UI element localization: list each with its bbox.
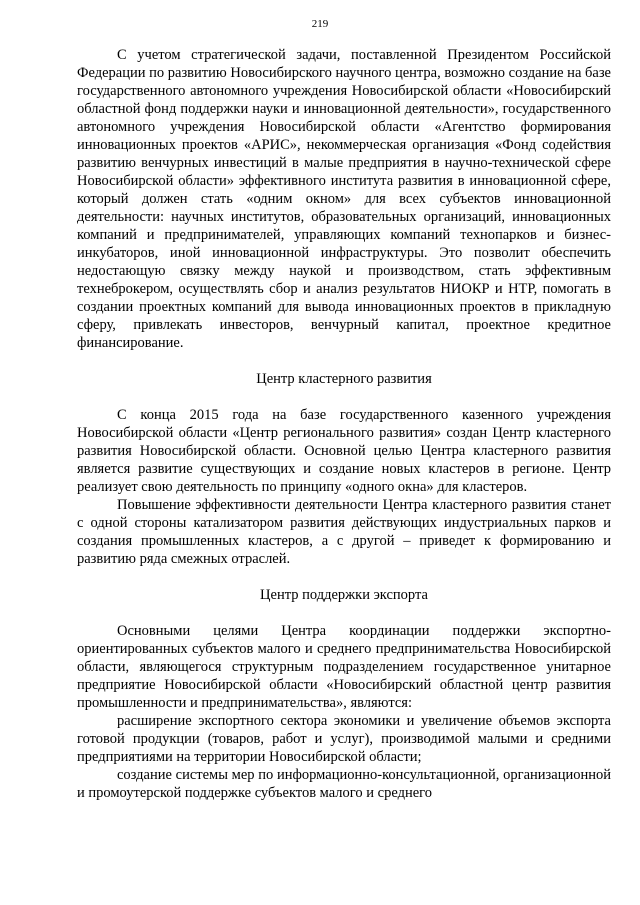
paragraph: расширение экспортного сектора экономики и увеличение объемов экспорта готовой продукции (товаров, работ и услуг), производимой малыми и средними предприятиями на территории Новосибирской области; [77, 713, 611, 765]
page-number: 219 [311, 18, 329, 30]
section-heading: Центр поддержки экспорта [260, 587, 428, 603]
paragraph: Основными целями Центра координации поддержки экспортно-ориентированных субъектов малого и среднего предпринимательства Новосибирской области, являющегося структурным подразделением государственное унитарное предприятие Новосибирской области «Новосибирский областной центр развития промышленности и предпринимательства», являются: [77, 623, 611, 711]
paragraph: С учетом стратегической задачи, поставленной Президентом Российской Федерации по развитию Новосибирского научного центра, возможно создание на базе государственного автономного учреждения Новосибирской области «Новосибирский областной фонд поддержки науки и инновационной деятельности», государственного автономного учреждения Новосибирской области «Агентство формирования инновационных проектов «АРИС», некоммерческая организация «Фонд содействия развитию венчурных инвестиций в малые предприятия в научно-технической сфере Новосибирской области» эффективного института развития в инновационной сфере, который должен стать «одним окном» для всех субъектов инновационной деятельности: научных институтов, образовательных организаций, инновационных компаний и предпринимателей, управляющих компаний технопарков и бизнес-инкубаторов, иной инновационной инфраструктуры. Это позволит обеспечить недостающую связку между наукой и производством, стать эффективным технеброкером, осуществлять сбор и анализ результатов НИОКР и НТР, помогать в создании проектных компаний для вывода инновационных проектов в прикладную сферу, привлекать инвесторов, венчурный капитал, проектное кредитное финансирование. [77, 47, 611, 351]
document-body [77, 46, 611, 802]
paragraph: Повышение эффективности деятельности Центра кластерного развития станет с одной стороны катализатором развития действующих индустриальных парков и создания промышленных кластеров, а с другой – приведет к формированию и развитию ряда смежных отраслей. [77, 497, 611, 567]
paragraph: С конца 2015 года на базе государственного казенного учреждения Новосибирской области «Центр регионального развития» создан Центр кластерного развития Новосибирской области. Основной целью Центра кластерного развития является развитие существующих и создание новых кластеров в регионе. Центр реализует свою деятельность по принципу «одного окна» для кластеров. [77, 407, 611, 495]
paragraph: создание системы мер по информационно-консультационной, организационной и промоутерской поддержке субъектов малого и среднего [77, 767, 611, 801]
section-heading: Центр кластерного развития [256, 371, 432, 387]
